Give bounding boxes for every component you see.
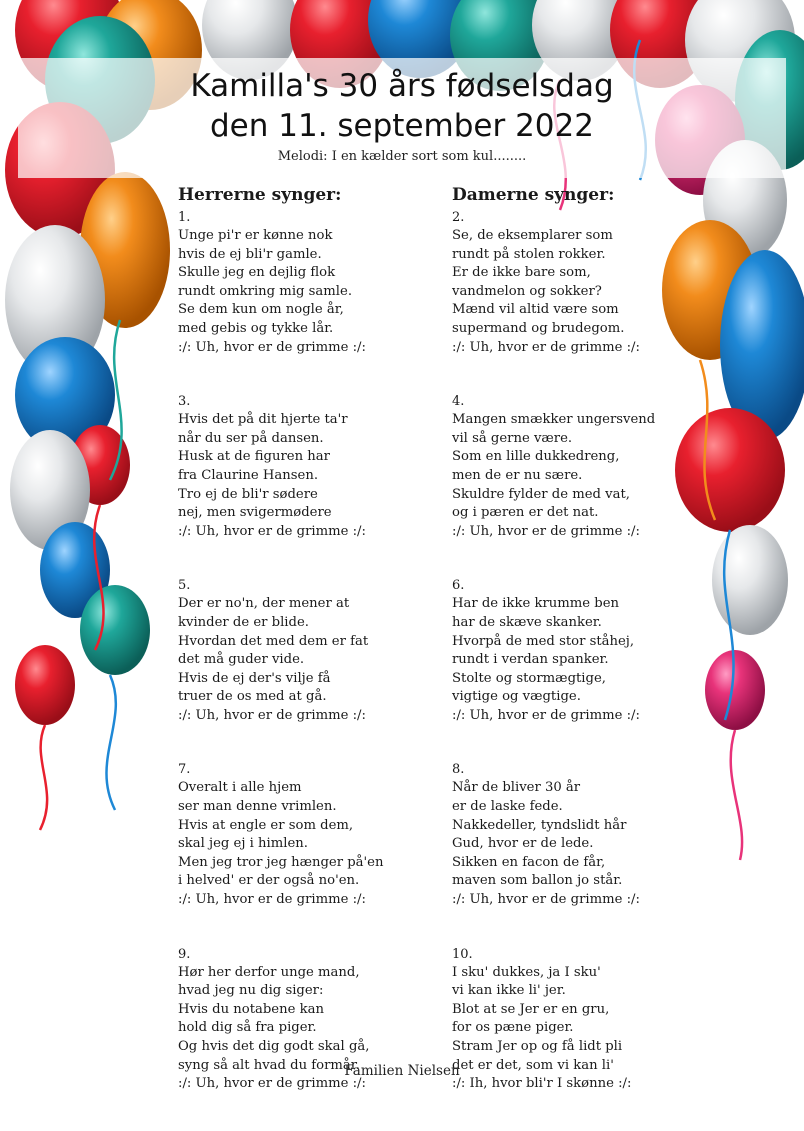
verse-line: Sikken en facon de får, — [452, 854, 606, 870]
verse-line: Hvorpå de med stor ståhej, — [452, 633, 635, 649]
verse-line: Unge pi'r er kønne nok — [178, 228, 333, 243]
signature: Familien Nielsen — [344, 1063, 460, 1079]
verse-number: 5. — [178, 578, 191, 594]
women-verses — [452, 209, 702, 1094]
verse-line: Når de bliver 30 år — [452, 780, 581, 796]
verse-line: Tro ej de bli'r sødere — [178, 486, 318, 502]
verse-line: Blot at se Jer er en gru, — [452, 1001, 610, 1017]
title-line-1: Kamilla's 30 års fødselsdag — [190, 68, 614, 104]
melody-note: Melodi: I en kælder sort som kul........ — [277, 149, 527, 164]
verse-line: det er det, som vi kan li' — [452, 1057, 614, 1073]
verse-number: 8. — [452, 762, 465, 778]
page-title — [0, 66, 804, 146]
verse-line: Der er no'n, der mener at — [178, 596, 350, 612]
men-verses — [178, 209, 428, 1094]
verse-line: vandmelon og sokker? — [452, 283, 602, 299]
verse-line: i helved' er der også no'en. — [178, 873, 360, 889]
verse-line: :/: Uh, hvor er de grimme :/: — [178, 707, 366, 723]
women-heading: Damerne synger: — [452, 185, 615, 205]
verse-line: og i pæren er det nat. — [452, 505, 599, 521]
verse-line: Hvordan det med dem er fat — [178, 633, 369, 649]
verse-line: :/: Uh, hvor er de grimme :/: — [178, 339, 366, 355]
verse-number: 1. — [178, 210, 191, 225]
title-line-2: den 11. september 2022 — [210, 108, 594, 144]
verse-line: :/: Ih, hvor bli'r I skønne :/: — [452, 1076, 632, 1092]
verse-line: skal jeg ej i himlen. — [178, 836, 308, 852]
verse-number: 7. — [178, 762, 191, 778]
verse-line: Og hvis det dig godt skal gå, — [178, 1039, 370, 1054]
verse-line: for os pæne piger. — [452, 1020, 574, 1036]
verse-line: når du ser på dansen. — [178, 430, 324, 446]
men-column — [178, 183, 428, 1130]
verse-line: Skulle jeg en dejlig flok — [178, 265, 336, 281]
verse-line: Mangen smækker ungersvend — [452, 412, 656, 428]
verse-line: Skuldre fylder de med vat, — [452, 486, 630, 502]
women-column — [452, 183, 702, 1130]
verse-line: Nakkedeller, tyndslidt hår — [452, 817, 627, 833]
verse — [178, 761, 428, 909]
verse-line: :/: Uh, hvor er de grimme :/: — [452, 892, 640, 908]
verse-line: Hvis du notabene kan — [178, 1001, 324, 1017]
verse-line: men de er nu sære. — [452, 467, 583, 483]
verse-number: 9. — [178, 946, 191, 962]
verse-line: med gebis og tykke lår. — [178, 320, 334, 336]
verse-line: hvad jeg nu dig siger: — [178, 983, 324, 999]
verse-line: Mænd vil altid være som — [452, 302, 619, 318]
verse-line: :/: Uh, hvor er de grimme :/: — [178, 892, 366, 908]
verse-line: vi kan ikke li' jer. — [452, 983, 566, 999]
verse-line: :/: Uh, hvor er de grimme :/: — [178, 1076, 366, 1092]
verse-line: Se dem kun om nogle år, — [178, 302, 344, 318]
verse — [452, 393, 702, 541]
verse-line: Gud, hvor er de lede. — [452, 836, 594, 852]
men-heading: Herrerne synger: — [178, 185, 342, 205]
verse-line: har de skæve skanker. — [452, 614, 602, 630]
verse-line: ser man denne vrimlen. — [178, 799, 337, 815]
verse — [452, 209, 702, 357]
verse-line: Hør her derfor unge mand, — [178, 964, 360, 980]
verse-line: hvis de ej bli'r gamle. — [178, 246, 322, 262]
verse-line: :/: Uh, hvor er de grimme :/: — [452, 339, 640, 355]
verse-line: :/: Uh, hvor er de grimme :/: — [452, 523, 640, 539]
verse-number: 2. — [452, 210, 465, 225]
verse-line: fra Claurine Hansen. — [178, 467, 319, 483]
verse-line: rundt i verdan spanker. — [452, 652, 609, 668]
verse-line: Hvis at engle er som dem, — [178, 817, 354, 833]
verse-line: Hvis de ej der's vilje få — [178, 670, 331, 686]
verse-line: nej, men svigermødere — [178, 505, 332, 521]
verse-number: 4. — [452, 394, 465, 410]
verse-line: det må guder vide. — [178, 652, 305, 668]
verse-line: Men jeg tror jeg hænger på'en — [178, 854, 384, 870]
verse-line: kvinder de er blide. — [178, 614, 309, 630]
verse-line: Overalt i alle hjem — [178, 780, 302, 796]
verse-line: vil så gerne være. — [452, 430, 573, 446]
verse-number: 3. — [178, 394, 191, 410]
verse — [178, 393, 428, 541]
verse-line: supermand og brudegom. — [452, 320, 625, 336]
verse-line: maven som ballon jo står. — [452, 873, 623, 889]
verse-line: Se, de eksemplarer som — [452, 228, 613, 243]
verse-line: I sku' dukkes, ja I sku' — [452, 964, 601, 980]
verse-line: Har de ikke krumme ben — [452, 596, 620, 612]
verse-number: 10. — [452, 946, 473, 962]
verse-line: Som en lille dukkedreng, — [452, 449, 620, 465]
verse-line: rundt på stolen rokker. — [452, 246, 606, 262]
verse-line: :/: Uh, hvor er de grimme :/: — [178, 523, 366, 539]
verse-line: Stram Jer op og få lidt pli — [452, 1039, 623, 1054]
verse-line: truer de os med at gå. — [178, 689, 327, 705]
verse-line: er de laske fede. — [452, 799, 563, 815]
verse-line: Hvis det på dit hjerte ta'r — [178, 412, 348, 428]
verse-line: Husk at de figuren har — [178, 449, 330, 465]
verse-line: vigtige og vægtige. — [452, 689, 581, 705]
verse-line: syng så alt hvad du formår. — [178, 1057, 360, 1073]
verse — [452, 761, 702, 909]
verse-line: Er de ikke bare som, — [452, 265, 591, 281]
verse — [178, 209, 428, 357]
verse-line: :/: Uh, hvor er de grimme :/: — [452, 707, 640, 723]
verse-line: Stolte og stormægtige, — [452, 670, 606, 686]
left-balloons — [5, 102, 170, 725]
verse-number: 6. — [452, 578, 465, 594]
verse-line: rundt omkring mig samle. — [178, 283, 353, 299]
verse — [452, 577, 702, 725]
verse-line: hold dig så fra piger. — [178, 1020, 317, 1036]
verse — [178, 577, 428, 725]
